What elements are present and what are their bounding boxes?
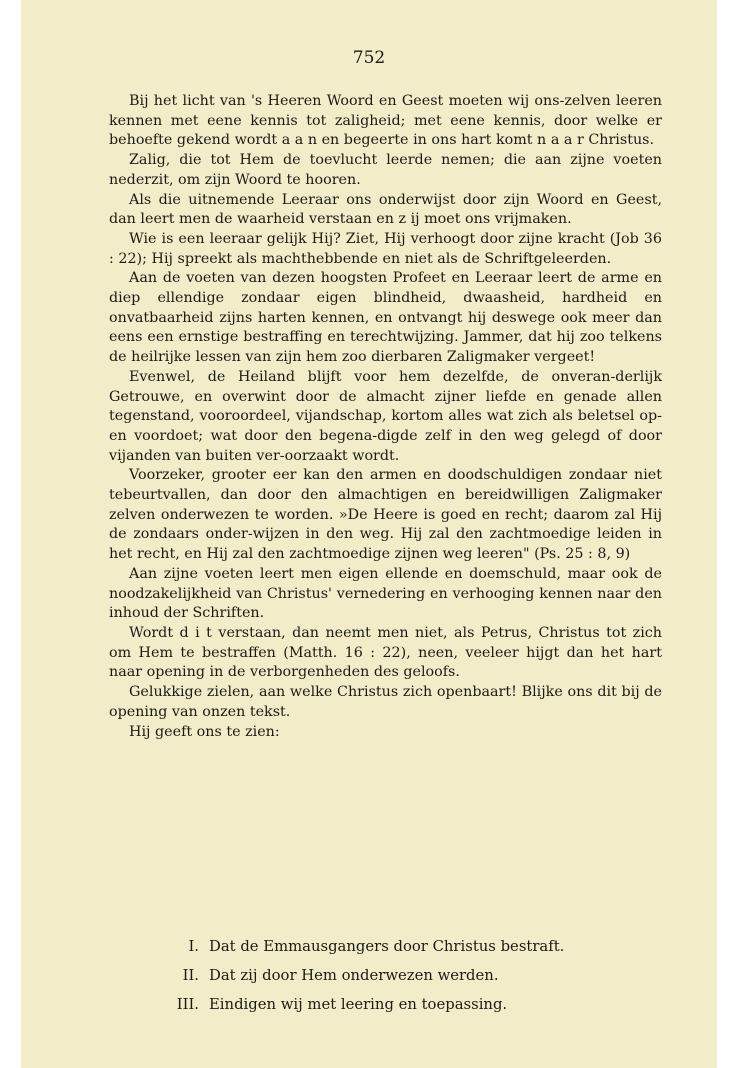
- point-number: I.: [188, 938, 199, 955]
- sermon-point: [141, 967, 661, 996]
- paragraph: Wordt d i t verstaan, dan neemt men niet, als Petrus, Christus tot zich om Hem te bestraffen (Matth. 16 : 22), neen, veeleer hijgt dan het hart naar opening in de verborgenheden des geloofs.: [109, 624, 662, 681]
- point-text: Dat zij door Hem onderwezen werden.: [209, 967, 499, 984]
- point-text: Eindigen wij met leering en toepassing.: [209, 996, 508, 1013]
- sermon-point: [141, 996, 661, 1025]
- paragraph: Wie is een leeraar gelijk Hij? Ziet, Hij verhoogt door zijne kracht (Job 36 : 22); Hij spreekt als machthebbende en niet als de Schriftgeleerden.: [109, 230, 662, 267]
- paragraph: Aan zijne voeten leert men eigen ellende en doemschuld, maar ook de noodzakelijkheid van Christus' vernedering en verhooging kennen naar den inhoud der Schriften.: [109, 565, 662, 622]
- paragraph: Gelukkige zielen, aan welke Christus zich openbaart! Blijke ons dit bij de opening van onzen tekst.: [109, 684, 662, 720]
- body-text: [109, 92, 662, 742]
- paragraph: Zalig, die tot Hem de toevlucht leerde nemen; die aan zijne voeten nederzit, om zijn Woord te hooren.: [109, 152, 662, 188]
- sermon-point: [141, 938, 661, 967]
- paragraph: Bij het licht van 's Heeren Woord en Geest moeten wij ons-zelven leeren kennen met eene kennis tot zaligheid; met eene kennis, door welke er behoefte gekend wordt a a n en begeerte in ons hart komt n a a r Christus.: [109, 93, 662, 149]
- paragraph: Aan de voeten van dezen hoogsten Profeet en Leeraar leert de arme en diep ellendige zondaar eigen blindheid, dwaasheid, hardheid en onvatbaarheid zijns harten kennen, en ontvangt hij deswege ook meer dan eens een ernstige bestraffing en terechtwijzing. Jammer, dat hij zoo telkens de heilrijke lessen van zijn hem zoo dierbaren Zaligmaker vergeet!: [109, 270, 662, 366]
- point-number: III.: [176, 996, 199, 1013]
- paragraph: Evenwel, de Heiland blijft voor hem dezelfde, de onveran-derlijk Getrouwe, en overwint door de almacht zijner liefde en genade allen tegenstand, vooroordeel, vijandschap, kortom alles wat zich als beletsel op- en voordoet; wat door den begena-digde zelf in den weg gelegd of door vijanden van buiten ver-oorzaakt wordt.: [109, 368, 662, 464]
- paragraph: Voorzeker, grooter eer kan den armen en doodschuldigen zondaar niet tebeurtvallen, dan door den almachtigen en bereidwilligen Zaligmaker zelven onderwezen te worden. »De Heere is goed en recht; daarom zal Hij de zondaars onder-wijzen in den weg. Hij zal den zachtmoedige leiden in het recht, en Hij zal den zachtmoedige zijnen weg leeren" (Ps. 25 : 8, 9): [109, 467, 662, 563]
- book-page: [21, 0, 717, 1068]
- sermon-points-list: [141, 938, 661, 1025]
- page-number: 752: [352, 48, 386, 68]
- point-number: II.: [182, 967, 199, 984]
- paragraph: Hij geeft ons te zien:: [129, 723, 280, 740]
- paragraph: Als die uitnemende Leeraar ons onderwijst door zijn Woord en Geest, dan leert men de waarheid verstaan en z ij moet ons vrijmaken.: [109, 191, 662, 228]
- point-text: Dat de Emmausgangers door Christus bestraft.: [209, 938, 565, 955]
